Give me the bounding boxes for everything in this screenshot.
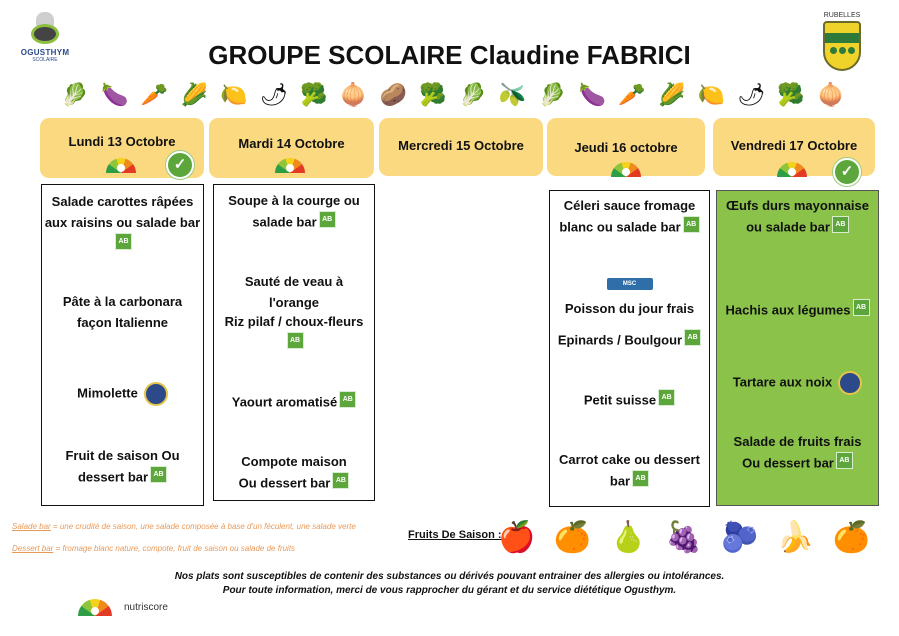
vegetable-icon: 🥬 [538,82,567,107]
vegetable-icon: 🌽 [658,82,686,107]
menu-item: Salade de fruits frais Ou dessert bar AB [733,434,862,471]
vegetable-icon: 🧅 [817,82,845,107]
dessert-bar-legend [12,544,295,553]
day-header-friday [713,118,875,180]
vegetable-icon: 🥔 [379,82,407,107]
vegetarian-leaf-icon: ✓ [166,151,194,179]
day-label: Mardi 14 Octobre [238,136,345,151]
msc-label-icon: MSC [550,275,709,290]
vegetable-icon: 🥕 [140,82,169,107]
menu-thursday [549,190,710,507]
organic-ab-icon: AB [853,299,870,316]
organic-ab-icon: AB [150,466,167,483]
vegetable-icon: 🥦 [419,82,447,107]
nutriscore-gauge-icon [611,162,641,177]
organic-ab-icon: AB [339,391,356,408]
organic-ab-icon: AB [658,389,675,406]
logo-name: OGUSTHYM [20,48,70,57]
page-title: GROUPE SCOLAIRE Claudine FABRICI [208,40,691,70]
legend-definition: = une crudité de saison, une salade composée à base d'un féculent, une salade verte [50,522,356,531]
logo-sub: SCOLAIRE [32,57,58,63]
menu-item: Sauté de veau à l'orange [244,274,344,310]
organic-ab-icon: AB [287,332,304,349]
vegetable-icon: 🍋 [220,82,248,107]
label-rouge-icon [838,371,862,395]
contact-note: Pour toute information, merci de vous rapprocher du gérant et du service diététique Ogusthym. [222,585,677,596]
day-header-monday [40,118,204,178]
plums-icon: 🫐 [721,521,759,554]
grapes-icon: 🍇 [665,521,703,554]
nutriscore-gauge-icon [777,162,807,177]
menu-item: Œufs durs mayonnaise ou salade bar AB [725,198,870,235]
organic-ab-icon: AB [836,452,853,469]
vegetable-icon: 🥦 [777,82,805,107]
fruits-label: Fruits De Saison : [408,529,502,541]
vegetable-decoration-row [58,78,848,112]
menu-friday [716,190,879,506]
menu-item: Poisson du jour frais [564,301,695,316]
menu-item: Pâte à la carbonara façon Italienne [62,294,183,330]
vegetable-icon: 🌽 [180,82,209,107]
organic-ab-icon: AB [632,470,649,487]
menu-item: Fruit de saison Ou dessert bar AB [65,448,180,485]
organic-ab-icon: AB [332,472,349,489]
day-label: Vendredi 17 Octobre [730,138,858,153]
menu-item: Soupe à la courge ou salade bar AB [228,193,360,230]
vegetable-icon: 🥬 [61,82,89,107]
banana-icon: 🍌 [776,521,815,554]
menu-item: Petit suisse AB [550,389,709,410]
legend-term: Dessert bar [12,544,54,553]
grapefruit-icon: 🍊 [553,521,592,554]
town-name: RUBELLES [823,12,861,19]
menu-tuesday [213,184,375,501]
orange-icon: 🍊 [832,521,870,554]
vegetable-icon: 🥕 [618,82,646,107]
nutriscore-gauge-icon [275,158,305,173]
vegetable-icon: 🌶 [259,82,288,107]
menu-item: Mimolette [42,382,203,406]
day-header-tuesday [209,118,374,178]
legend-term: Salade bar [12,522,51,531]
vegetable-icon: 🥦 [299,82,328,107]
menu-item: Ou dessert bar AB [214,472,374,493]
vegetable-icon: 🫒 [498,82,527,107]
menu-item: Tartare aux noix [717,371,878,395]
vegetable-icon: 🧅 [339,82,368,107]
day-header-thursday [547,118,705,176]
menu-item: Hachis aux légumes AB [717,299,878,320]
menu-item: Yaourt aromatisé AB [214,391,374,412]
day-label: Lundi 13 Octobre [68,134,176,149]
menu-item: Riz pilaf / choux-fleurs AB [214,311,374,353]
legend-definition: = fromage blanc nature, compote, fruit de saison ou salade de fruits [53,544,296,553]
label-rouge-icon [144,382,168,406]
nutriscore-gauge-icon [106,158,136,173]
vegetable-icon: 🍋 [697,82,726,107]
vegetarian-leaf-icon: ✓ [833,158,861,186]
organic-ab-icon: AB [683,216,700,233]
vegetable-icon: 🍆 [578,82,606,107]
organic-ab-icon: AB [684,329,701,346]
organic-ab-icon: AB [115,233,132,250]
apple-icon: 🍎 [498,521,536,554]
nutriscore-label: nutriscore [124,602,168,613]
organic-ab-icon: AB [319,211,336,228]
vegetable-icon: 🥬 [459,82,487,107]
allergy-note: Nos plats sont susceptibles de contenir des substances ou dérivés pouvant entrainer des allergies ou intolérances. [174,571,725,582]
fruits-row [498,516,870,560]
menu-item: Céleri sauce fromage blanc ou salade bar AB [550,195,709,237]
day-label: Mercredi 15 Octobre [398,138,524,153]
vegetable-icon: 🌶 [737,82,766,107]
organic-ab-icon: AB [832,216,849,233]
menu-item: Carrot cake ou dessert bar AB [559,452,700,489]
nutriscore-legend-icon [78,599,112,616]
vegetable-icon: 🍆 [101,82,129,107]
menu-item: Compote maison [241,454,347,469]
day-label: Jeudi 16 octobre [574,140,678,155]
menu-item: Epinards / Boulgour AB [550,329,709,350]
day-header-wednesday [379,118,543,176]
pear-icon: 🍐 [609,521,647,554]
salade-bar-legend [12,522,356,531]
menu-item: Salade carottes râpées aux raisins ou salade barAB [42,191,203,254]
menu-monday [41,184,204,506]
